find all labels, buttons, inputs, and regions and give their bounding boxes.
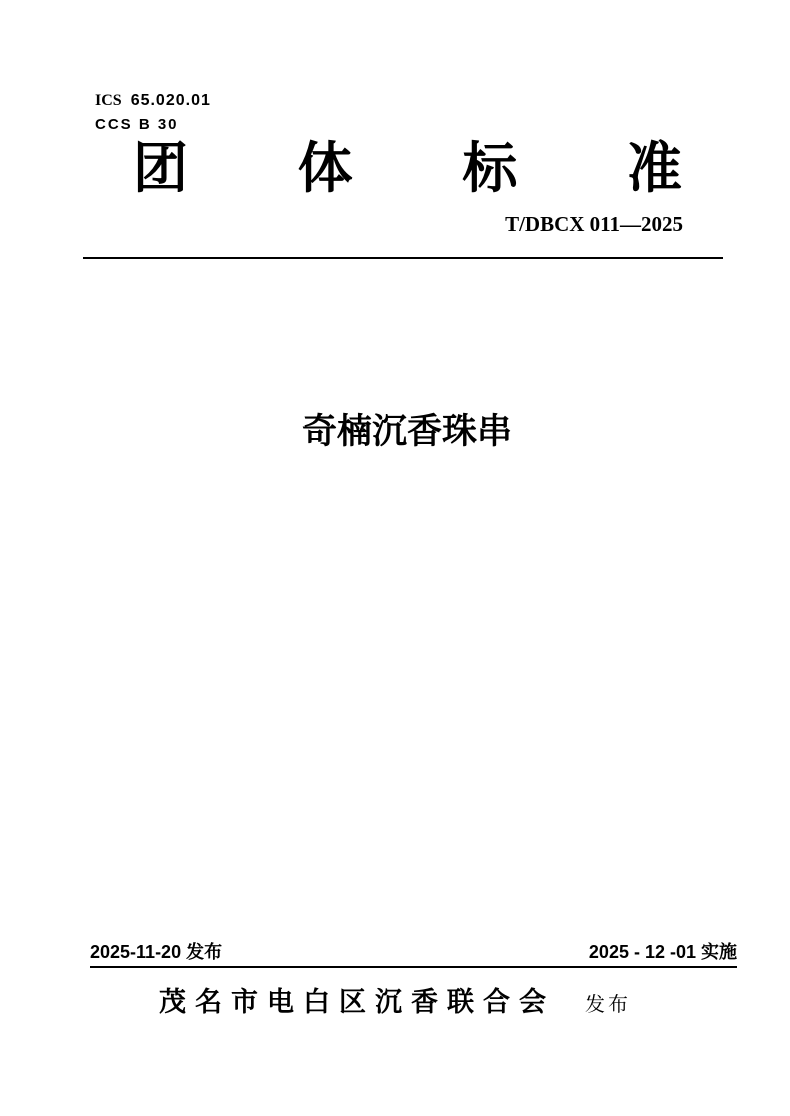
ics-classification: [95, 93, 211, 109]
footer-rule: [90, 966, 737, 968]
standard-type-char: 体: [297, 137, 353, 199]
ics-code: 65.020.01: [130, 92, 211, 109]
document-title: 奇楠沉香珠串: [301, 412, 512, 451]
publisher-line: [0, 980, 790, 1019]
standard-type-heading: [133, 137, 682, 199]
standard-type-char: 团: [133, 137, 189, 199]
dates-row: [90, 943, 737, 963]
header-rule: [83, 257, 723, 259]
ics-label: ICS: [95, 92, 122, 109]
ccs-classification: CCS B 30: [95, 116, 179, 133]
standard-type-char: 准: [626, 137, 682, 199]
publisher-name: 茂名市电白区沉香联合会: [159, 987, 555, 1017]
implement-date: 2025 - 12 -01 实施: [588, 942, 737, 962]
document-number: T/DBCX 011—2025: [505, 212, 683, 236]
publish-label: 发布: [585, 994, 631, 1016]
standard-type-char: 标: [462, 137, 518, 199]
issue-date: 2025-11-20 发布: [90, 942, 223, 962]
